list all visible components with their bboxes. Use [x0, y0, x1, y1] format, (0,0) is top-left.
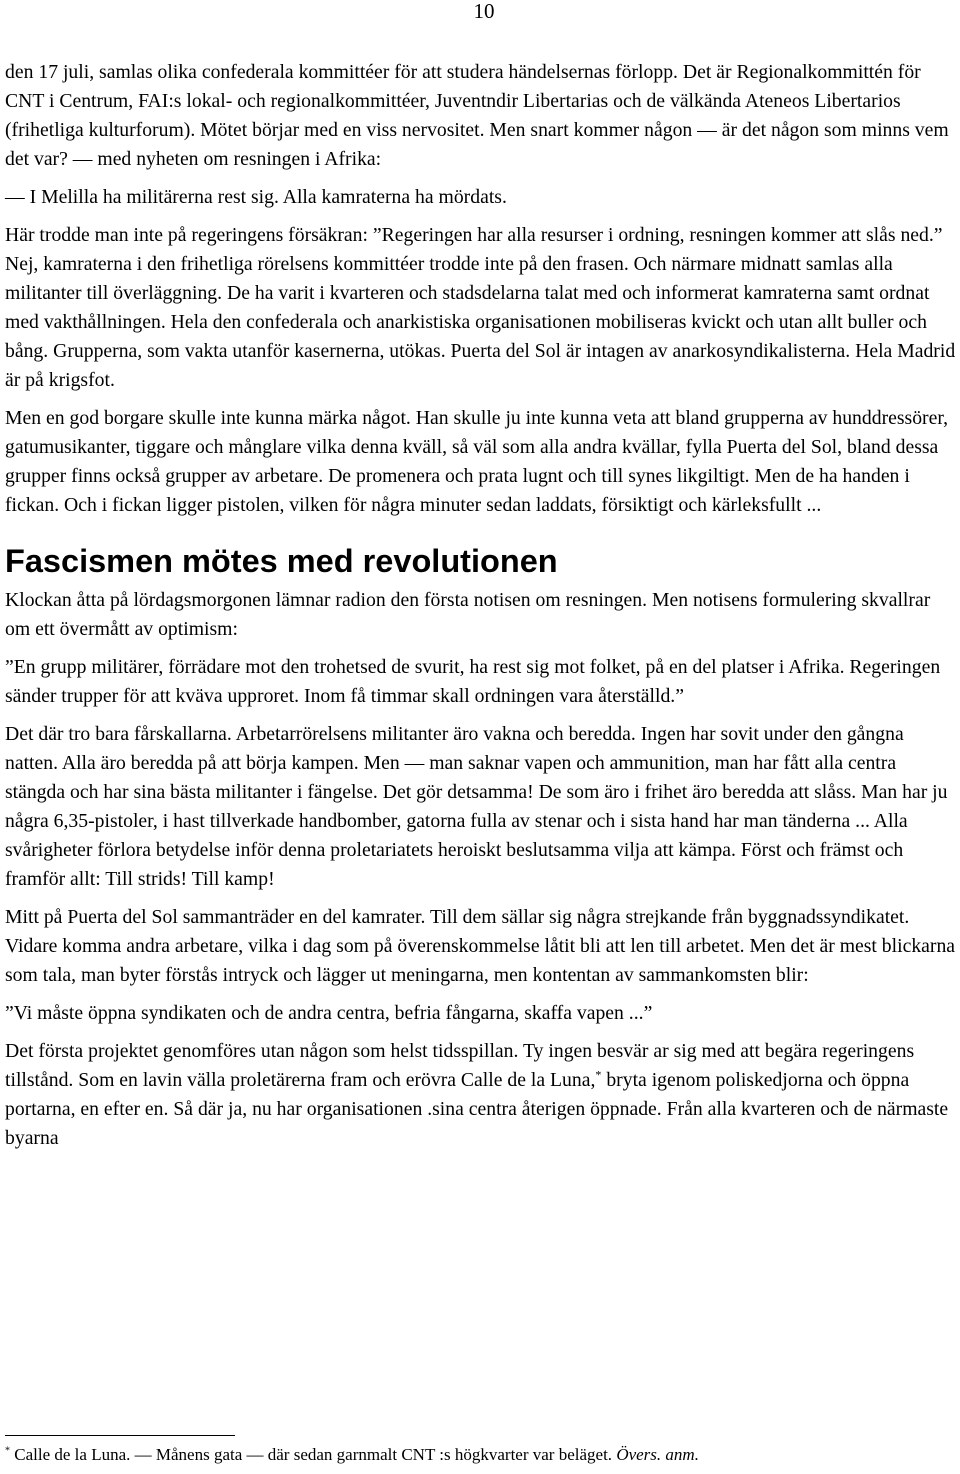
paragraph-text: Det första projektet genomföres utan någon som helst tidsspillan. Ty ingen besvär ar sig med att begära regeringens tillstånd. Som en lavin välla proletärerna fram och erövra Calle de la Luna,	[5, 1040, 915, 1091]
quoted-paragraph: ”En grupp militärer, förrädare mot den trohetsed de svurit, ha rest sig mot folket, på en del platser i Afrika. Regeringen sänder trupper för att kväva upproret. Inom få timmar skall ordningen vara återställd.”	[5, 656, 941, 707]
paragraph-quote: — I Melilla ha militärerna rest sig. Alla kamraterna ha mördats.	[5, 186, 507, 208]
footnote-text: Calle de la Luna. — Månens gata — där sedan garnmalt CNT :s högkvarter var beläget.	[10, 1445, 617, 1464]
translator-note: Övers. anm.	[616, 1445, 699, 1464]
paragraph-text: bryta igenom poliskedjorna och öppna portarna, en efter en. Så där ja, nu har organisationen .sina centra återigen öppnade. Från alla kvarteren och de närmaste byarna	[5, 1069, 949, 1149]
paragraph: Här trodde man inte på regeringens försäkran: ”Regeringen har alla resurser i ordning, resningen kommer att slås ned.” Nej, kamraterna i den frihetliga rörelsens kommittéer trodde inte på den frasen. Och närmare midnatt samlas alla militanter till överläggning. De ha varit i kvarteren och stadsdelarna talat med och informerat kamraterna samt ordnat med vakthållningen. Hela den confederala och anarkistiska organisationen mobiliseras kvickt och utan allt buller och bång. Grupperna, som vakta utanför kasernerna, utökas. Puerta del Sol är intagen av anarkosyndikalisterna. Hela Madrid är på krigsfot.	[5, 224, 956, 391]
footnote-reference[interactable]: *	[595, 1067, 602, 1082]
document-body	[5, 58, 957, 1153]
footnote-divider	[5, 1435, 235, 1436]
paragraph: Det där tro bara fårskallarna. Arbetarrörelsens militanter äro vakna och beredda. Ingen har sovit under den gångna natten. Alla äro beredda på att börja kampen. Men — man saknar vapen och ammunition, man har fått alla centra stängda och har sina bästa militanter i fängelse. Det gör detsamma! De som äro i frihet äro beredda att slåss. Man har ju några 6,35-pistoler, i hast tillverkade handbomber, gatorna fulla av stenar och i sista hand har man tänderna ... Alla svårigheter förlora betydelse inför denna proletariatets heroiskt beslutsamma vilja att kämpa. Först och främst och framför allt: Till strids! Till kamp!	[5, 723, 948, 890]
footnote-marker: *	[5, 1445, 10, 1457]
paragraph: den 17 juli, samlas olika confederala kommittéer för att studera händelsernas förlopp. Det är Regionalkommittén för CNT i Centrum, FAI:s lokal- och regionalkommittéer, Juventndir Libertarias och de välkända Ateneos Libertarios (frihetliga kulturforum). Mötet börjar med en viss nervositet. Men snart kommer någon — är det någon som minns vem det var? — med nyheten om resningen i Afrika:	[5, 61, 949, 170]
paragraph: Mitt på Puerta del Sol sammanträder en del kamrater. Till dem sällar sig några strejkande från byggnadssyndikatet. Vidare komma andra arbetare, vilka i dag som på överenskommelse låtit bli att len till arbetet. Men det är mest blickarna som tala, man byter förstås intryck och lägger ut meningarna, men kontentan av sammankomsten blir:	[5, 906, 956, 986]
quoted-paragraph: ”Vi måste öppna syndikaten och de andra centra, befria fångarna, skaffa vapen ...”	[5, 1002, 653, 1024]
paragraph: Klockan åtta på lördagsmorgonen lämnar radion den första notisen om resningen. Men notisens formulering skvallrar om ett övermått av optimism:	[5, 589, 931, 640]
page-number: 10	[473, 0, 495, 23]
paragraph	[5, 1037, 957, 1153]
paragraph: Men en god borgare skulle inte kunna märka något. Han skulle ju inte kunna veta att bland grupperna av hunddressörer, gatumusikanter, tiggare och månglare vilka denna kväll, så väl som alla andra kvällar, fylla Puerta del Sol, bland dessa grupper finns också grupper av arbetare. De promenera och prata lugnt och till synes likgiltigt. Men de ha handen i fickan. Och i fickan ligger pistolen, vilken för några minuter sedan laddats, försiktigt och kärleksfullt ...	[5, 407, 949, 516]
section-heading: Fascismen mötes med revolutionen	[5, 543, 558, 579]
footnote	[5, 1444, 957, 1466]
